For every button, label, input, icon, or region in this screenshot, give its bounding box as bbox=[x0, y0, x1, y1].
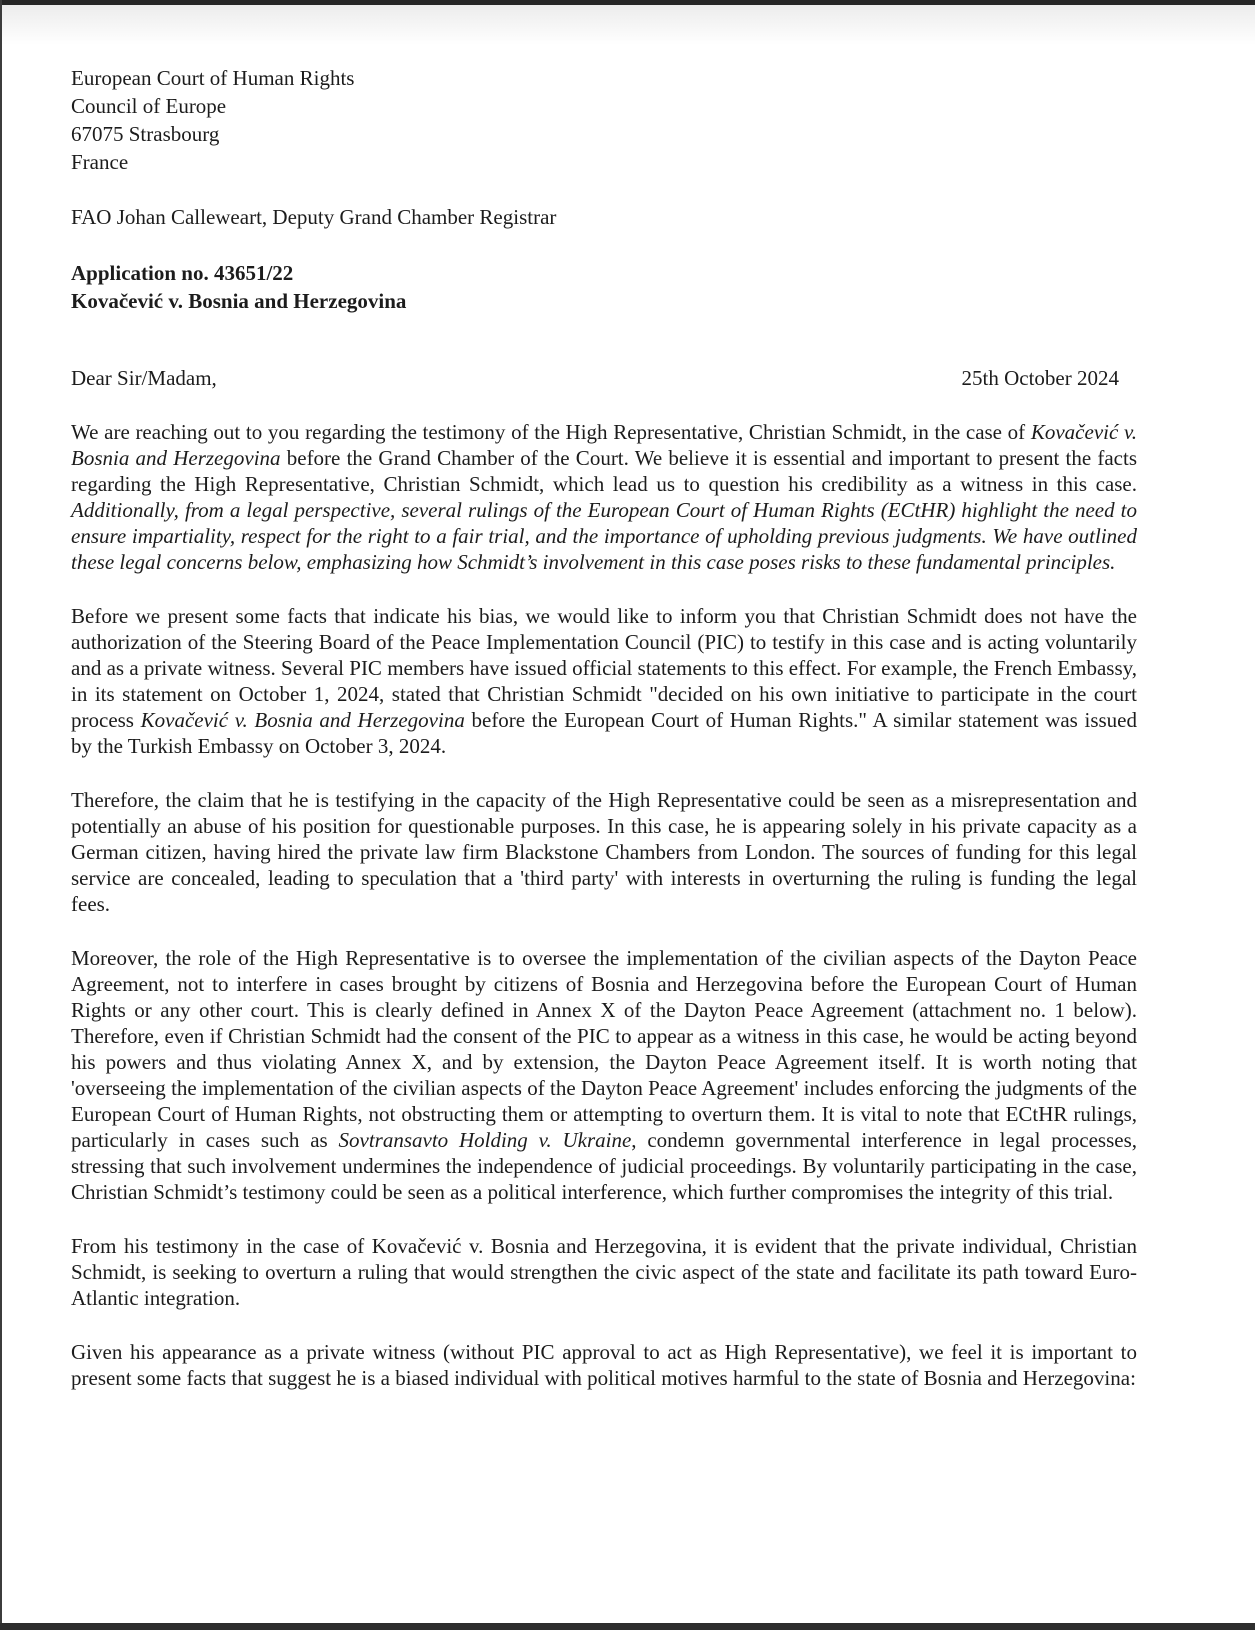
paragraph-1 bbox=[71, 419, 1137, 575]
paragraph-6 bbox=[71, 1339, 1137, 1391]
paragraph-1-legal-note: Additionally, from a legal perspective, several rulings of the European Court of Human Rights (ECtHR) highlight the need to ensure impartiality, respect for the right to a fair trial, and the importance of upholding previous judgments. We have outlined these legal concerns below, emphasizing how Schmidt’s involvement in this case poses risks to these fundamental principles. bbox=[71, 498, 1137, 574]
paragraph-5 bbox=[71, 1233, 1137, 1311]
paragraph-4 bbox=[71, 945, 1137, 1205]
scan-top-edge bbox=[0, 0, 1255, 5]
paragraph-2-run-3: before the European Court of Human Rights." A similar statement was issued by the Turkish Embassy on October 3, 2024. bbox=[71, 708, 1137, 758]
paragraph-2-run-1: Before we present some facts that indicate his bias, we would like to inform you that Christian Schmidt does not have the authorization of the Steering Board of the Peace Implementation Council (PIC) to testify in this case and is acting voluntarily and as a private witness. Several PIC members have issued official statements to this effect. For example, the French Embassy, in its statement on October 1, 2024, stated that Christian Schmidt "decided on his own initiative to participate in the court process bbox=[71, 604, 1137, 732]
letter-body bbox=[71, 64, 1137, 1391]
paragraph-5-run-1: From his testimony in the case of Kovačević v. Bosnia and Herzegovina, it is evident that the private individual, Christian Schmidt, is seeking to overturn a ruling that would strengthen the civic aspect of the state and facilitate its path toward Euro-Atlantic integration. bbox=[71, 1234, 1137, 1310]
attention-line: FAO Johan Calleweart, Deputy Grand Chamber Registrar bbox=[71, 205, 557, 229]
paragraph-6-run-1: Given his appearance as a private witness (without PIC approval to act as High Representative), we feel it is important to present some facts that suggest he is a biased individual with political motives harmful to the state of Bosnia and Herzegovina: bbox=[71, 1340, 1137, 1390]
paragraph-1-run-1: We are reaching out to you regarding the testimony of the High Representative, Christian Schmidt, in the case of bbox=[71, 420, 1031, 444]
paragraph-1-case-citation: Kovačević v. Bosnia and Herzegovina bbox=[71, 420, 1137, 470]
case-name: Kovačević v. Bosnia and Herzegovina bbox=[71, 289, 407, 313]
paragraph-3 bbox=[71, 787, 1137, 917]
salutation-row bbox=[71, 365, 1137, 391]
letter-date: 25th October 2024 bbox=[961, 366, 1119, 390]
scan-top-shadow bbox=[0, 5, 1255, 45]
paragraph-4-run-1: Moreover, the role of the High Representative is to oversee the implementation of the civilian aspects of the Dayton Peace Agreement, not to interfere in cases brought by citizens of Bosnia and Herzegovina before the European Court of Human Rights or any other court. This is clearly defined in Annex X of the Dayton Peace Agreement (attachment no. 1 below). Therefore, even if Christian Schmidt had the consent of the PIC to appear as a witness in this case, he would be acting beyond his powers and thus violating Annex X, and by extension, the Dayton Peace Agreement itself. It is worth noting that 'overseeing the implementation of the civilian aspects of the Dayton Peace Agreement' includes enforcing the judgments of the European Court of Human Rights, not obstructing them or attempting to overturn them. It is vital to note that ECtHR rulings, particularly in cases such as bbox=[71, 946, 1137, 1152]
recipient-line-3: 67075 Strasbourg bbox=[71, 122, 220, 146]
recipient-line-4: France bbox=[71, 150, 129, 174]
paragraph-2-case-citation: Kovačević v. Bosnia and Herzegovina bbox=[140, 708, 465, 732]
paragraph-3-run-1: Therefore, the claim that he is testifying in the capacity of the High Representative could be seen as a misrepresentation and potentially an abuse of his position for questionable purposes. In this case, he is appearing solely in his private capacity as a German citizen, having hired the private law firm Blackstone Chambers from London. The sources of funding for this legal service are concealed, leading to speculation that a 'third party' with interests in overturning the ruling is funding the legal fees. bbox=[71, 788, 1137, 916]
application-number: Application no. 43651/22 bbox=[71, 261, 294, 285]
recipient-line-1: European Court of Human Rights bbox=[71, 66, 355, 90]
salutation: Dear Sir/Madam, bbox=[71, 366, 217, 390]
recipient-address bbox=[71, 64, 1137, 176]
scan-left-edge bbox=[0, 0, 2, 1630]
paragraph-4-run-3: , condemn governmental interference in legal processes, stressing that such involvement undermines the independence of judicial proceedings. By voluntarily participating in the case, Christian Schmidt’s testimony could be seen as a political interference, which further compromises the integrity of this trial. bbox=[71, 1128, 1137, 1204]
recipient-line-2: Council of Europe bbox=[71, 94, 227, 118]
paragraph-1-run-3: before the Grand Chamber of the Court. We believe it is essential and important to present the facts regarding the High Representative, Christian Schmidt, which lead us to question his credibility as a witness in this case. bbox=[71, 446, 1137, 496]
scan-bottom-edge bbox=[0, 1623, 1255, 1630]
paragraph-2 bbox=[71, 603, 1137, 759]
paragraph-4-case-citation: Sovtransavto Holding v. Ukraine bbox=[338, 1128, 632, 1152]
case-reference bbox=[71, 259, 1137, 315]
